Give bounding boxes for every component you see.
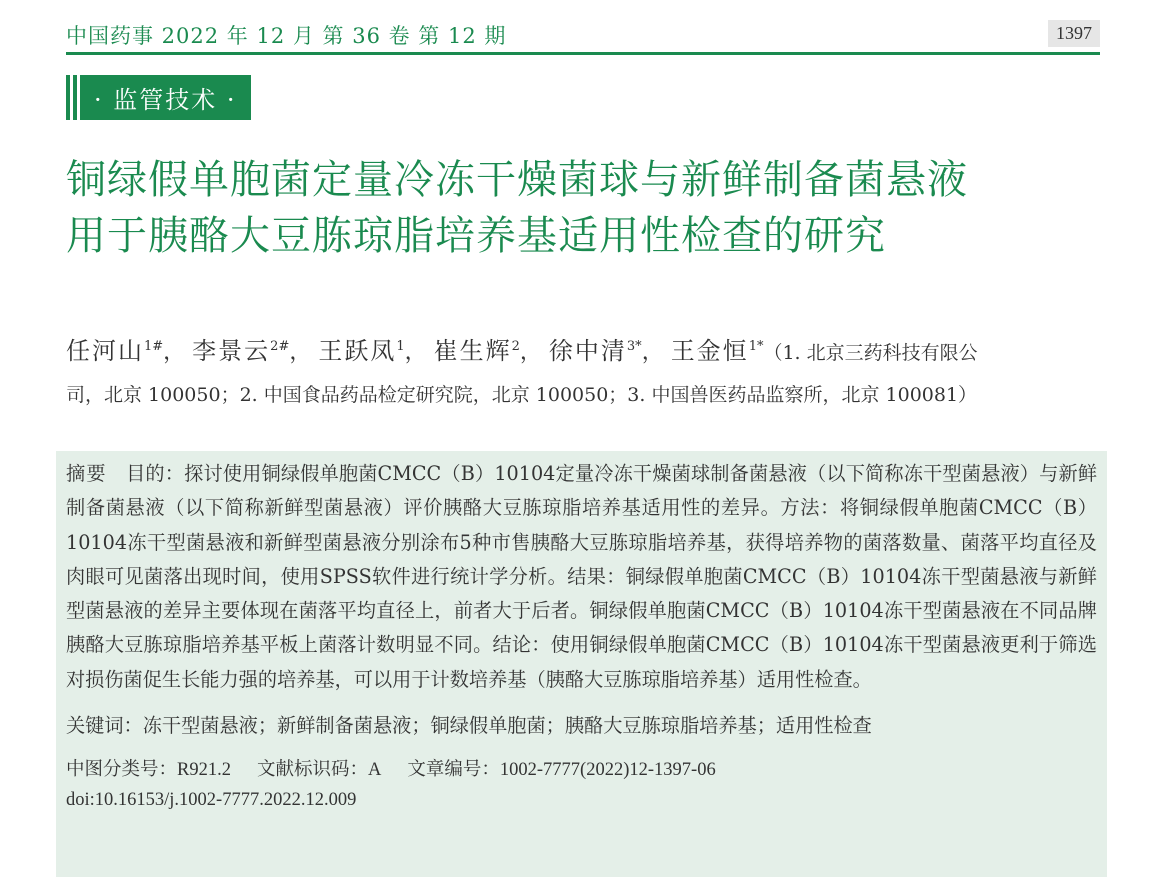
header-rule [66, 52, 1100, 55]
author-name: 王金恒 [670, 337, 749, 365]
article-title [66, 152, 1126, 264]
column-label [66, 75, 251, 120]
article-number-value: 1002-7777(2022)12-1397-06 [499, 760, 716, 781]
column-label-bar [66, 75, 70, 120]
title-line-2: 用于胰酪大豆胨琼脂培养基适用性检查的研究 [66, 213, 886, 259]
page-number: 1397 [1048, 20, 1100, 47]
author-line-1: 任河山$^{1\#}$， 李景云$^{2\#}$， 王跃凤$^1$， 崔生辉$^2$， 徐中清$^{3*}$， 王金恒$^{1*}$（1. 北京三药科技有限公 [66, 337, 978, 365]
author-affil-mark: 2# [270, 339, 290, 354]
keywords-label: 关键词： [66, 714, 143, 738]
author-name: 任河山 [66, 337, 144, 365]
author-affil-mark: 3* [626, 339, 642, 354]
author-name: 徐中清 [548, 337, 627, 365]
doc-code-value: A [368, 760, 382, 781]
author-affil-mark: 1# [144, 339, 164, 354]
column-label-bar [73, 75, 77, 120]
classification-line [66, 755, 1097, 785]
keywords-text: 冻干型菌悬液；新鲜制备菌悬液；铜绿假单胞菌；胰酪大豆胨琼脂培养基；适用性检查 [142, 714, 872, 738]
author-name: 李景云 [192, 337, 271, 365]
running-head [66, 20, 1100, 52]
keywords [66, 709, 1097, 743]
title-line-1: 铜绿假单胞菌定量冷冻干燥菌球与新鲜制备菌悬液 [66, 157, 968, 203]
author-affil-mark: 1* [748, 339, 764, 354]
journal-info: 中国药事 2022 年 12 月 第 36 卷 第 12 期 [66, 24, 507, 48]
abstract-label: 摘要 [66, 462, 107, 485]
author-affil-mark: 1 [396, 339, 405, 354]
affiliation-part-2: 司，北京 100050；2. 中国食品药品检定研究院，北京 100050；3. 中国兽医药品监察所，北京 100081） [66, 384, 978, 406]
author-name: 王跃凤 [318, 337, 397, 365]
clc-label: 中图分类号： [66, 760, 178, 781]
author-affil-mark: 2 [511, 339, 520, 354]
article-number-label: 文章编号： [407, 760, 500, 781]
abstract [66, 457, 1097, 697]
doc-code-label: 文献标识码： [256, 760, 368, 781]
clc-value: R921.2 [177, 760, 231, 781]
abstract-box [56, 451, 1107, 877]
abstract-text: 目的：探讨使用铜绿假单胞菌CMCC（B）10104定量冷冻干燥菌球制备菌悬液（以下简称冻干型菌悬液）与新鲜制备菌悬液（以下简称新鲜型菌悬液）评价胰酪大豆胨琼脂培养基适用性的差异。方法：将铜绿假单胞菌CMCC（B）10104冻干型菌悬液和新鲜型菌悬液分别涂布5种市售胰酪大豆胨琼脂培养基，获得培养物的菌落数量、菌落平均直径及肉眼可见菌落出现时间，使用SPSS软件进行统计学分析。结果：铜绿假单胞菌CMCC（B）10104冻干型菌悬液与新鲜型菌悬液的差异主要体现在菌落平均直径上，前者大于后者。铜绿假单胞菌CMCC（B）10104冻干型菌悬液在不同品牌胰酪大豆胨琼脂培养基平板上菌落计数明显不同。结论：使用铜绿假单胞菌CMCC（B）10104冻干型菌悬液更利于筛选对损伤菌促生长能力强的培养基，可以用于计数培养基（胰酪大豆胨琼脂培养基）适用性检查。 [66, 462, 1098, 691]
doi[interactable]: doi:10.16153/j.1002-7777.2022.12.009 [66, 790, 357, 811]
author-block [66, 330, 1106, 416]
author-name: 崔生辉 [433, 337, 512, 365]
column-label-text: · 监管技术 · [80, 75, 251, 120]
affiliation-part-1: （1. 北京三药科技有限公 [763, 342, 978, 364]
